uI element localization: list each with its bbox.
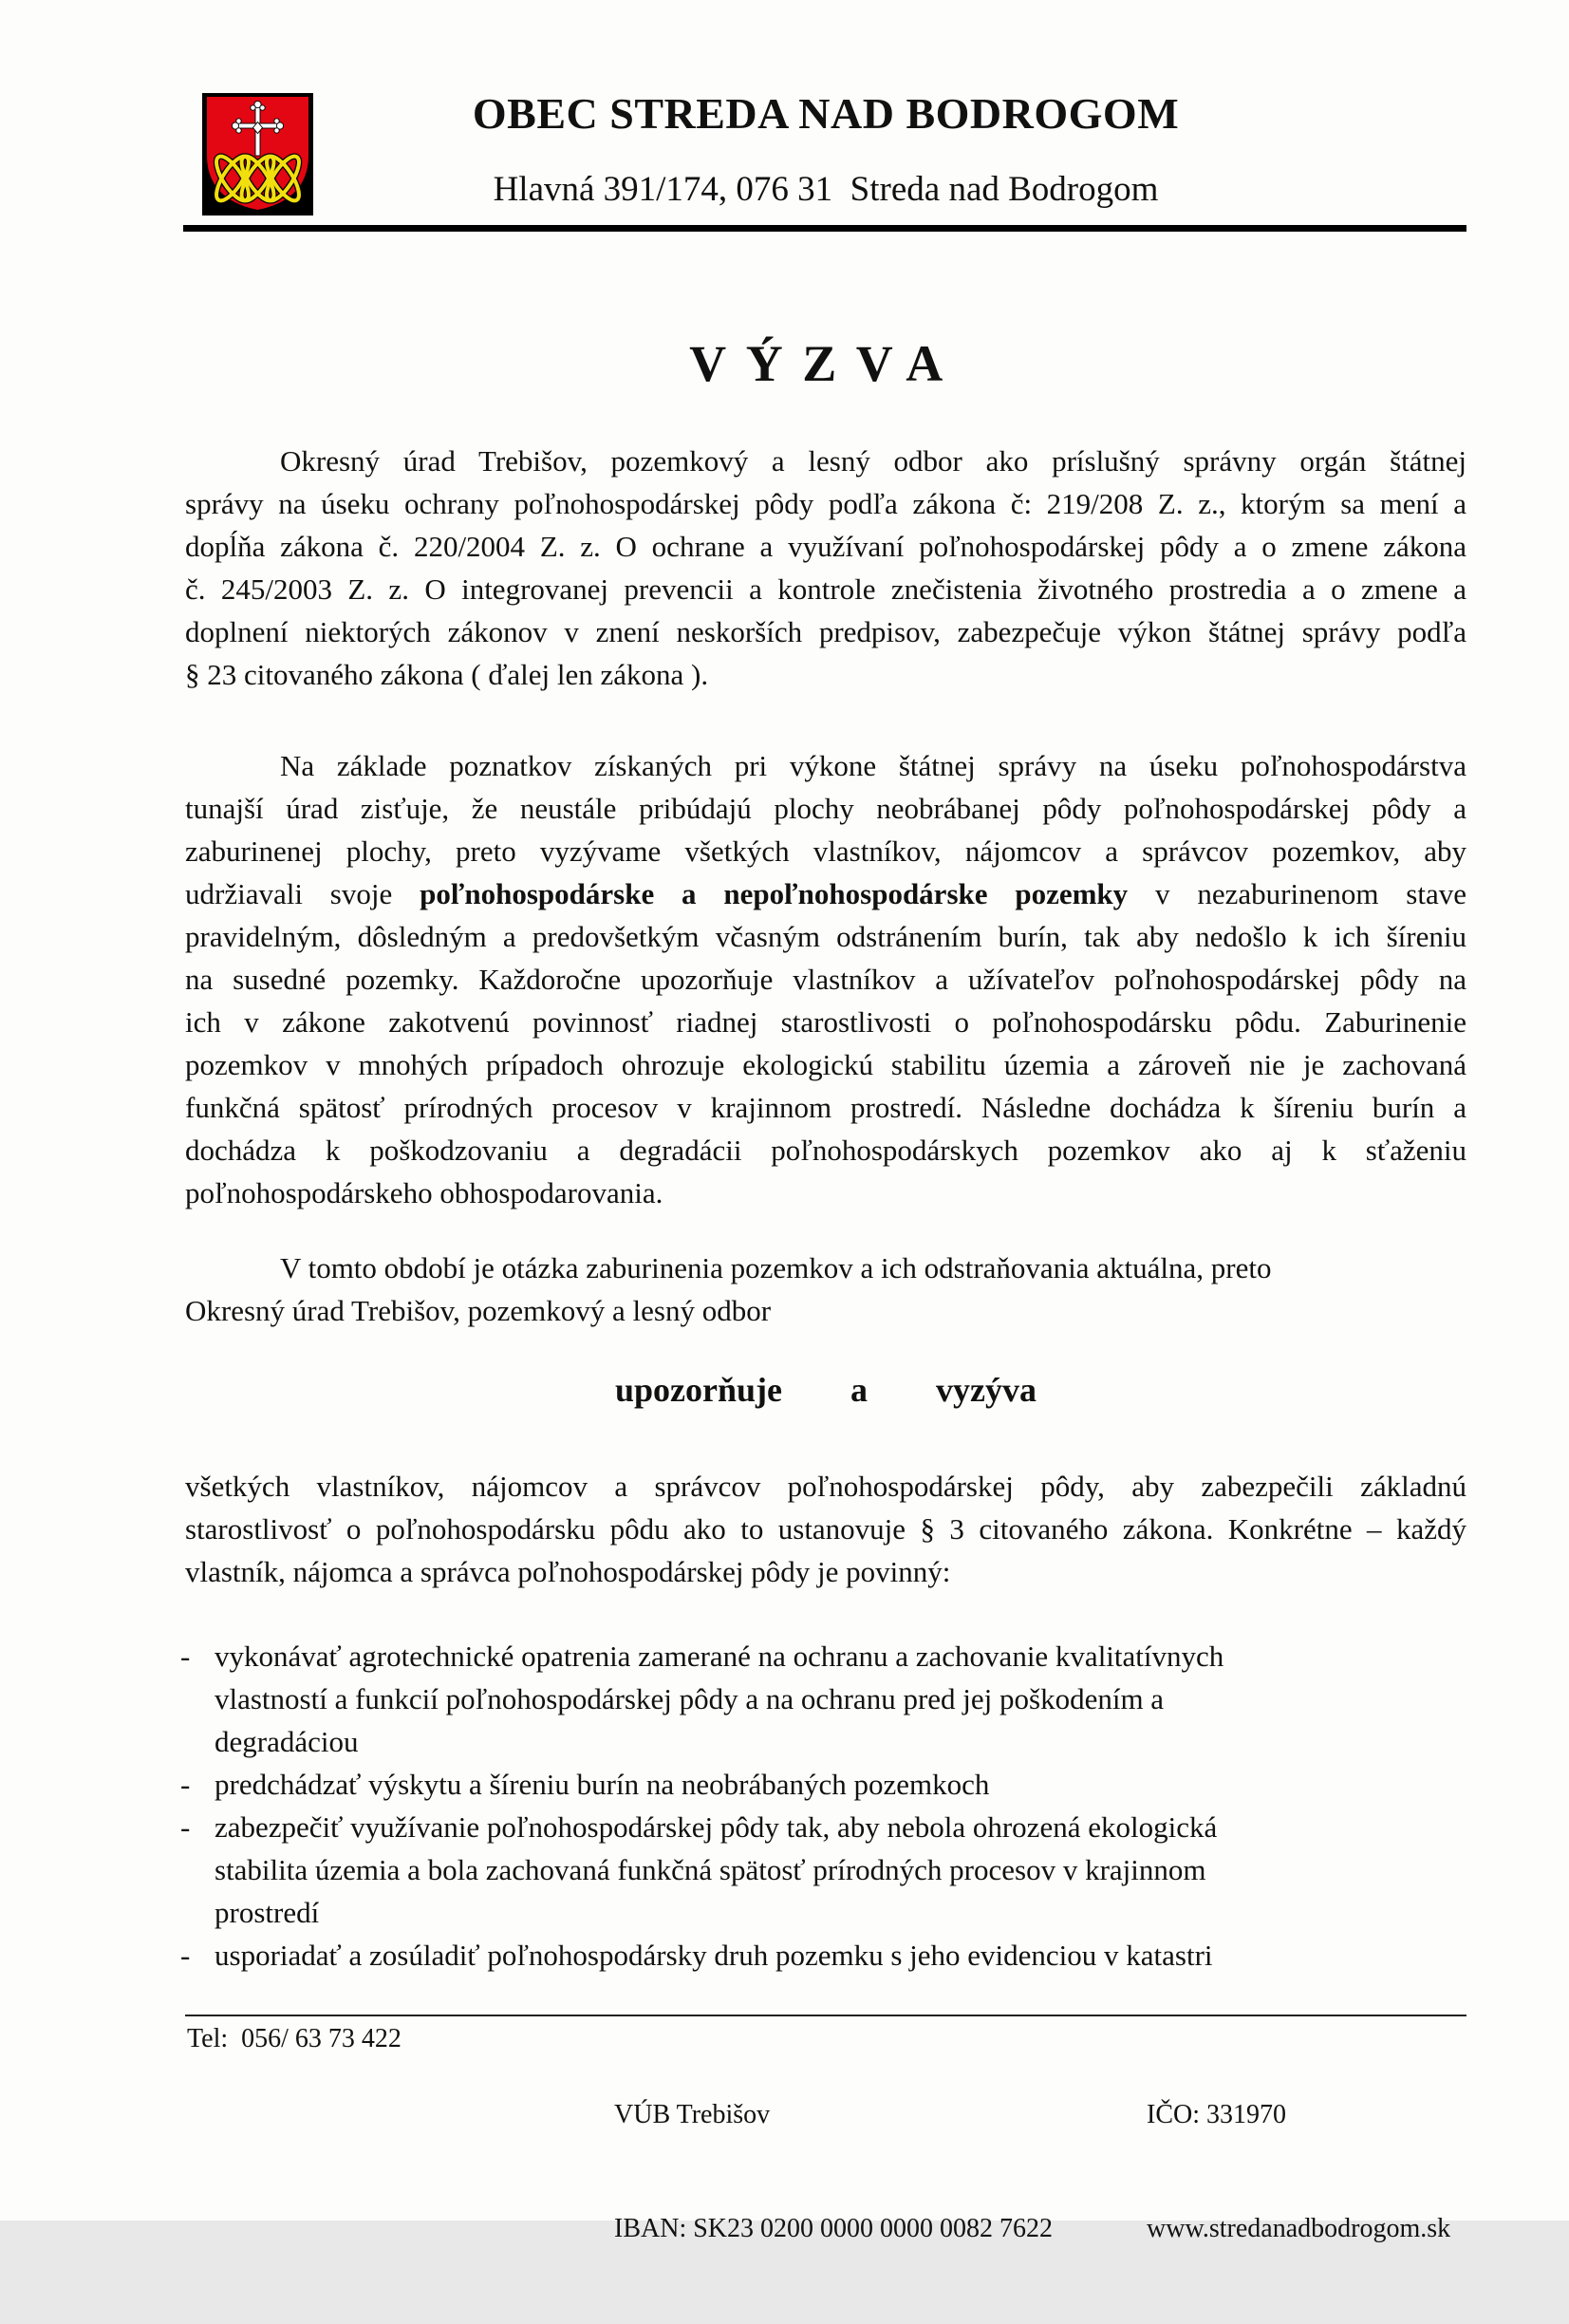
document-title: VÝZVA	[689, 335, 962, 392]
text-line: funkčná spätosť prírodných procesov v krajinnom prostredí. Následne dochádza k šíreniu burín a	[185, 1091, 1466, 1124]
text-line: tunajší úrad zisťuje, že neustále pribúdajú plochy neobrábanej pôdy poľnohospodárskej pôdy a	[185, 792, 1466, 825]
text-line: usporiadať a zosúladiť poľnohospodársky druh pozemku s jeho evidenciou v katastri	[215, 1939, 1213, 1972]
text-line: č. 245/2003 Z. z. O integrovanej prevencii a kontrole znečistenia životného prostredia a o zmene a	[185, 572, 1466, 606]
bullet-dash: -	[180, 1939, 191, 1972]
text-line: poľnohospodárskeho obhospodarovania.	[185, 1176, 663, 1209]
footer-bank-details	[614, 2020, 1053, 2324]
text-line: zabezpečiť využívanie poľnohospodárskej pôdy tak, aby nebola ohrozená ekologická	[215, 1810, 1218, 1844]
text-line: správy na úseku ochrany poľnohospodárskej pôdy podľa zákona č: 219/208 Z. z., ktorým sa mení a	[185, 487, 1466, 520]
obligations-list	[180, 1635, 1471, 1977]
text-line: degradáciou	[215, 1725, 359, 1758]
text-line: predchádzať výskytu a šíreniu burín na neobrábaných pozemkoch	[215, 1768, 990, 1801]
text-line: dopĺňa zákona č. 220/2004 Z. z. O ochrane a využívaní poľnohospodárskej pôdy a o zmene zákona	[185, 530, 1466, 563]
text-line	[185, 872, 1466, 915]
text-line: doplnení niektorých zákonov v znení neskorších predpisov, zabezpečuje výkon štátnej správy podľa	[185, 615, 1466, 648]
text-line: prostredí	[215, 1896, 320, 1929]
footer-bank-name: VÚB Trebišov	[614, 2100, 771, 2129]
text-line: Okresný úrad Trebišov, pozemkový a lesný odbor	[185, 1294, 772, 1327]
list-item	[180, 1806, 1471, 1934]
header-divider	[183, 225, 1466, 232]
footer-divider	[185, 2015, 1466, 2016]
organization-address: Hlavná 391/174, 076 31 Streda nad Bodrogom	[493, 170, 1159, 209]
text-segment: udržiavali svoje	[185, 877, 420, 910]
footer-phone: Tel: 056/ 63 73 422	[187, 2024, 402, 2053]
paragraph-findings	[185, 744, 1466, 1214]
bullet-dash: -	[180, 1810, 191, 1844]
footer-ico: IČO: 331970	[1147, 2100, 1286, 2129]
text-segment: v nezaburinenom stave	[1128, 877, 1466, 910]
list-item-text	[215, 1806, 1471, 1934]
list-item-text	[215, 1763, 1471, 1806]
text-line: ich v zákone zakotvenú povinnosť riadnej starostlivosti o poľnohospodársku pôdu. Zaburinenie	[185, 1005, 1466, 1039]
list-item	[180, 1635, 1471, 1763]
text-line: Na základe poznatkov získaných pri výkone štátnej správy na úseku poľnohospodárstva	[280, 749, 1466, 782]
paragraph-legal-basis	[185, 440, 1466, 696]
bullet-dash: -	[180, 1768, 191, 1801]
text-line: zaburinenej plochy, preto vyzývame všetkých vlastníkov, nájomcov a správcov pozemkov, aby	[185, 834, 1466, 868]
list-item	[180, 1763, 1471, 1806]
list-item-text	[215, 1635, 1471, 1763]
text-line: V tomto období je otázka zaburinenia pozemkov a ich odstraňovania aktuálna, preto	[280, 1251, 1272, 1284]
text-line: dochádza k poškodzovaniu a degradácii poľnohospodárskych pozemkov ako aj k sťaženiu	[185, 1134, 1466, 1167]
text-line: pozemkov v mnohých prípadoch ohrozuje ekologickú stabilitu územia a zároveň nie je zachovaná	[185, 1048, 1466, 1081]
text-line: vlastností a funkcií poľnohospodárskej pôdy a na ochranu pred jej poškodením a	[215, 1682, 1165, 1715]
bullet-dash: -	[180, 1640, 191, 1673]
text-line: vlastník, nájomca a správca poľnohospodárskej pôdy je povinný:	[185, 1555, 951, 1588]
text-line: pravidelným, dôsledným a predovšetkým včasným odstránením burín, tak aby nedošlo k ich šíreniu	[185, 920, 1466, 953]
paragraph-obligation	[185, 1465, 1466, 1593]
text-line: všetkých vlastníkov, nájomcov a správcov poľnohospodárskej pôdy, aby zabezpečili základnú	[185, 1470, 1466, 1503]
text-line: Okresný úrad Trebišov, pozemkový a lesný odbor ako príslušný správny orgán štátnej	[280, 444, 1466, 478]
footer-iban: IBAN: SK23 0200 0000 0000 0082 7622	[614, 2214, 1054, 2243]
footer-registration	[1147, 2020, 1450, 2324]
list-item-text	[215, 1934, 1471, 1977]
footer-website: www.stredanadbodrogom.sk	[1147, 2214, 1451, 2243]
list-item	[180, 1934, 1471, 1977]
text-line: § 23 citovaného zákona ( ďalej len zákona ).	[185, 658, 709, 691]
text-line: na susedné pozemky. Každoročne upozorňuje vlastníkov a užívateľov poľnohospodárskej pôdy na	[185, 963, 1466, 996]
paragraph-lead-in	[185, 1246, 1466, 1332]
organization-name: OBEC STREDA NAD BODROGOM	[472, 89, 1180, 138]
emphasis-heading: upozorňuje a vyzýva	[615, 1371, 1037, 1409]
text-line: starostlivosť o poľnohospodársku pôdu ako to ustanovuje § 3 citovaného zákona. Konkrétne – každý	[185, 1512, 1466, 1546]
bold-text-segment: poľnohospodárske a nepoľnohospodárske pozemky	[420, 877, 1129, 910]
text-line: vykonávať agrotechnické opatrenia zamerané na ochranu a zachovanie kvalitatívnych	[215, 1640, 1224, 1673]
text-line: stabilita územia a bola zachovaná funkčná spätosť prírodných procesov v krajinnom	[215, 1853, 1206, 1886]
